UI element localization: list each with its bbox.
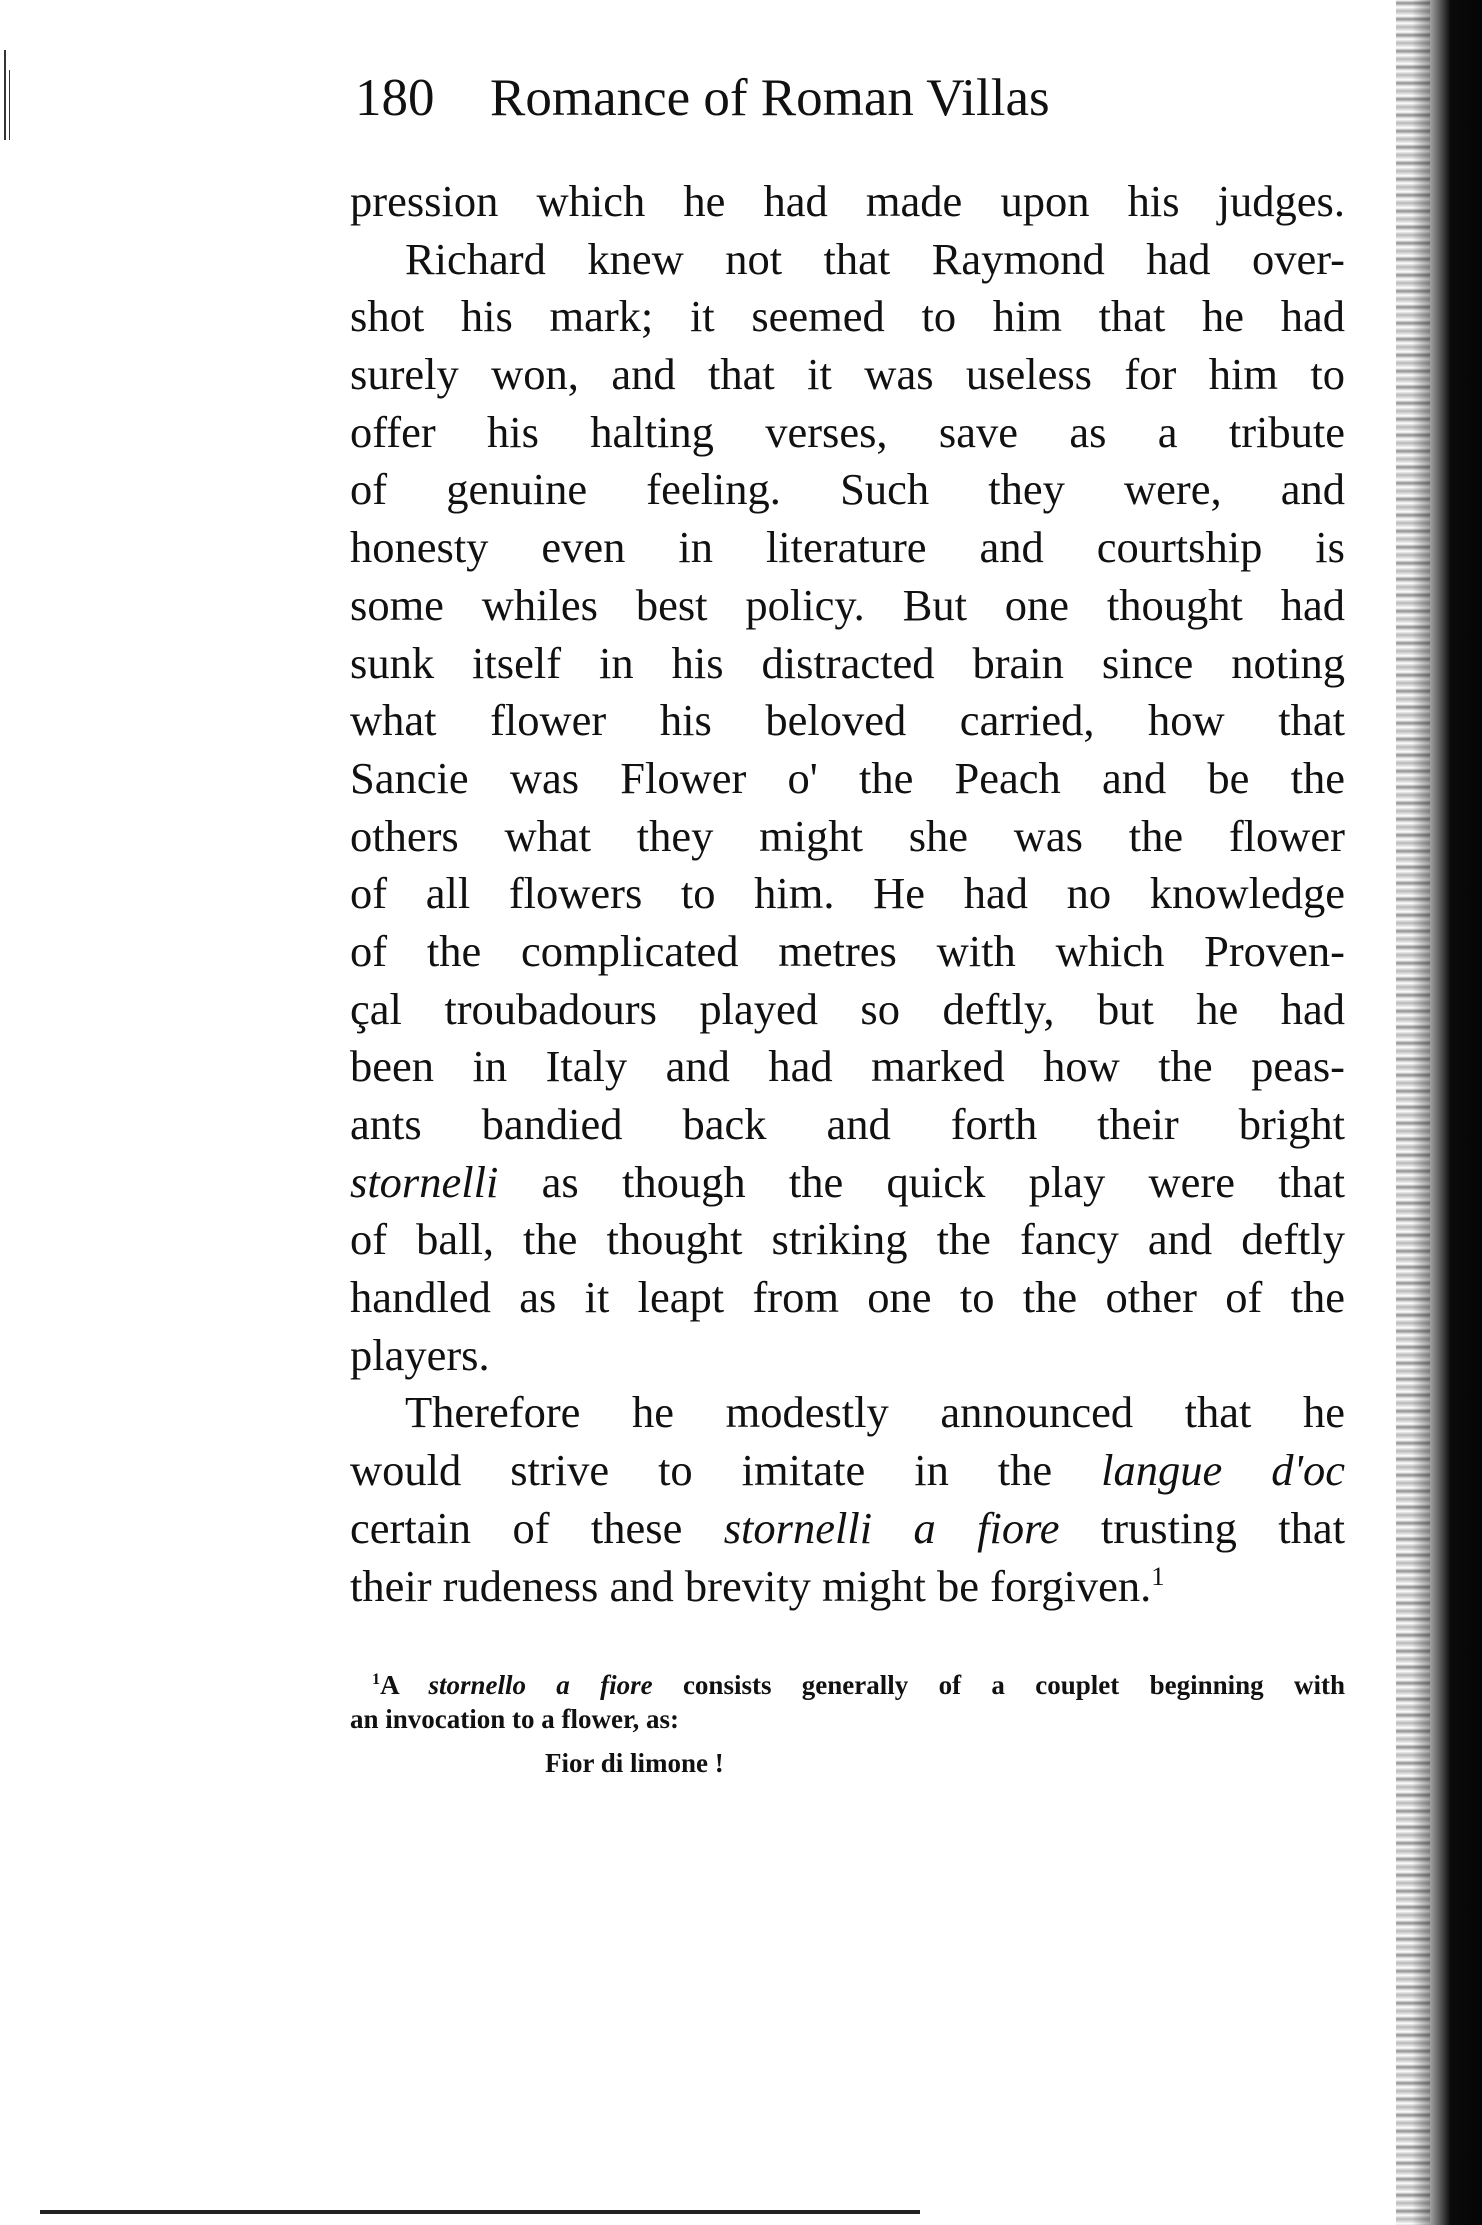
text-line: of all flowers to him. He had no knowledge [350, 868, 1345, 919]
text-line: been in Italy and had marked how the peas- [350, 1041, 1345, 1092]
text-span: would strive to imitate in the [350, 1445, 1102, 1496]
text-line: of the complicated metres with which Proven- [350, 925, 1345, 976]
book-title: Romance of Roman Villas [490, 69, 1050, 127]
italic-phrase: langue d'oc [1101, 1445, 1345, 1496]
text-span: their rudeness and brevity might be forgiven. [350, 1560, 1152, 1611]
text-line [350, 1442, 1345, 1500]
text-line: honesty even in literature and courtship is [350, 522, 1345, 573]
text-line: handled as it leapt from one to the other of the [350, 1272, 1345, 1323]
text-line: Therefore he modestly announced that he [405, 1387, 1345, 1438]
text-line: players. [350, 1329, 490, 1380]
footnote-verse: Fior di limone ! [545, 1748, 724, 1778]
text-line: çal troubadours played so deftly, but he had [350, 983, 1345, 1034]
text-line: ants bandied back and forth their bright [350, 1099, 1345, 1149]
text-line: of ball, the thought striking the fancy and deftly [350, 1214, 1345, 1265]
scan-edge-mark [9, 70, 10, 140]
text-line: offer his halting verses, save as a tribute [350, 406, 1345, 457]
text-line: Richard knew not that Raymond had over- [405, 233, 1345, 284]
footnote-marker: 1 [372, 1670, 381, 1688]
text-span: as though the quick play were that [498, 1156, 1345, 1207]
text-line: others what they might she was the flower [350, 810, 1345, 861]
footnote-line: an invocation to a flower, as: [350, 1704, 679, 1734]
italic-phrase: stornelli a fiore [723, 1502, 1060, 1553]
text-line [350, 1154, 1345, 1212]
footnote-line [350, 1668, 1345, 1702]
text-line: pression which he had made upon his judges. [350, 176, 1345, 226]
text-span: A [380, 1670, 429, 1700]
text-span: consists generally of a couplet beginning with [652, 1670, 1345, 1700]
text-line [350, 1558, 1345, 1616]
text-line: some whiles best policy. But one thought had [350, 579, 1345, 630]
bottom-edge-rule [40, 2210, 920, 2214]
italic-word: stornelli [350, 1156, 499, 1207]
page-number: 180 [355, 69, 435, 127]
footnote-ref: 1 [1151, 1560, 1165, 1591]
text-line: Sancie was Flower o' the Peach and be the [350, 752, 1345, 803]
text-line: surely won, and that it was useless for him to [350, 349, 1345, 400]
text-line: what flower his beloved carried, how that [350, 695, 1345, 746]
gutter-speckle [1396, 0, 1430, 2225]
body-text [350, 173, 1345, 1615]
text-span: certain of these [350, 1502, 724, 1553]
text-line: of genuine feeling. Such they were, and [350, 464, 1345, 515]
footnote [350, 1668, 1345, 1780]
text-line: sunk itself in his distracted brain since noting [350, 637, 1345, 688]
scan-edge-mark [4, 50, 6, 140]
text-line [350, 1500, 1345, 1558]
italic-phrase: stornello a fiore [428, 1670, 653, 1700]
text-span: trusting that [1059, 1502, 1345, 1553]
text-line: shot his mark; it seemed to him that he had [350, 291, 1345, 342]
running-head [355, 66, 1345, 130]
